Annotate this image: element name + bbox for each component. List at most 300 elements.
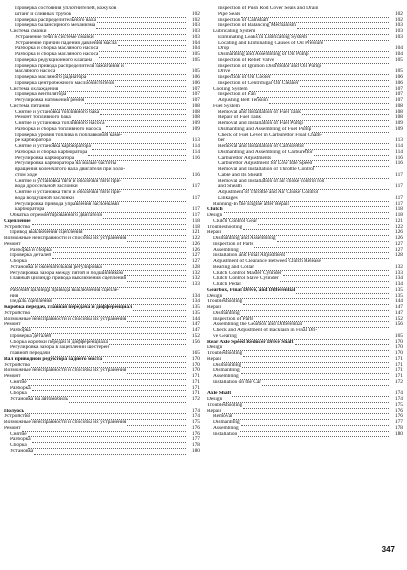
dot-leader xyxy=(52,254,186,259)
toc-entry-title: Полуось xyxy=(4,408,25,414)
toc-entry-page: 117 xyxy=(192,212,200,218)
dot-leader xyxy=(242,364,389,369)
dot-leader xyxy=(34,450,186,455)
toc-entry-title: Проверка деталей xyxy=(10,333,52,339)
dot-leader xyxy=(240,427,389,432)
toc-entry-title: Bearing and Collar xyxy=(213,264,255,270)
toc-entry-title: Inspection of Camshaft xyxy=(218,17,269,23)
dot-leader xyxy=(67,93,186,98)
toc-entry-page: 134 xyxy=(191,292,200,299)
toc-entry-title: масляного насоса xyxy=(15,69,56,75)
toc-entry-page: 172 xyxy=(394,378,403,385)
toc-entry-title: Rear Axle Speed Reducer Drive Shaft xyxy=(207,339,294,345)
toc-entry-title: Проверка балансирного механизма xyxy=(15,23,96,29)
toc-entry-page: 105 xyxy=(394,56,403,63)
toc-entry-page: 156 xyxy=(394,321,403,328)
toc-entry xyxy=(4,368,200,374)
toc-entry-title: Возможные неисправности и способы их устранения xyxy=(4,316,127,322)
toc-entry-page: 171 xyxy=(394,355,403,362)
toc-entry-page: 103 xyxy=(394,33,403,40)
toc-entry-title: Разборка и сборка карбюратора xyxy=(15,149,88,155)
toc-entry-page: 171 xyxy=(394,361,403,368)
toc-entry-page: 126 xyxy=(191,246,200,253)
toc-entry-page: 121 xyxy=(394,217,403,224)
toc-entry-title: Axle Shaft xyxy=(207,391,232,397)
toc-entry-title: Troubleshooting xyxy=(207,402,243,408)
dot-leader xyxy=(305,145,389,150)
toc-entry-title: Рабочий цилиндр привода выключения сцепле- xyxy=(10,287,119,293)
toc-entry-page: 156 xyxy=(191,338,200,345)
toc-entry-title: Dismounting xyxy=(213,362,242,368)
toc-entry-page: 132 xyxy=(191,269,200,276)
dot-leader xyxy=(241,312,389,317)
toc-entry-title: Сцепление xyxy=(4,218,31,224)
toc-entry-title: Inspection of Balancing Mechanism xyxy=(218,23,296,29)
toc-entry-page: 108 xyxy=(191,114,200,121)
toc-entry-page: 174 xyxy=(191,407,200,414)
toc-entry-title: Repair of Fuel Tank xyxy=(218,115,262,121)
toc-entry-page: 178 xyxy=(394,424,403,431)
dot-leader xyxy=(103,358,186,363)
toc-entry-title: Check of Fuel Level in Carburettor Float Cham- xyxy=(218,132,323,138)
toc-entry-page: 116 xyxy=(192,171,200,178)
toc-entry-title: Dismantling and Assembling of Oil Pump xyxy=(218,52,309,57)
toc-entry-title: Linkages xyxy=(218,195,238,201)
toc-entry-page: 118 xyxy=(395,212,403,218)
toc-entry-title: Проверка уровня топлива в поплавковой каме- xyxy=(15,132,123,138)
toc-entry-page: 117 xyxy=(395,194,403,201)
toc-entry-title: Assembling xyxy=(213,374,239,379)
toc-entry xyxy=(4,420,200,426)
toc-entry-page: 180 xyxy=(191,447,200,454)
toc-entry-page: 170 xyxy=(191,355,200,362)
toc-entry-title: карбюратора xyxy=(15,207,45,213)
dot-leader xyxy=(295,341,390,346)
toc-entry xyxy=(4,380,200,386)
toc-entry-page: 152 xyxy=(191,332,200,339)
dot-leader xyxy=(99,53,186,58)
toc-entry-title: Установка на автомобиль xyxy=(10,397,68,402)
toc-entry-title: Dismantling xyxy=(213,368,240,374)
dot-leader xyxy=(296,289,389,294)
toc-column-russian xyxy=(4,6,200,455)
toc-entry-title: Регулировка карбюратора на малые частоты xyxy=(15,161,117,167)
dot-leader xyxy=(53,249,186,254)
toc-entry-page: 107 xyxy=(191,91,200,98)
toc-entry-title: Drop xyxy=(218,46,230,52)
toc-entry-title: Dismantling and Assembling of Fuel Pump xyxy=(218,126,312,132)
toc-entry-title: ре карбюратора xyxy=(15,138,51,144)
toc-entry-page: 113 xyxy=(192,137,200,144)
toc-entry-title: Design xyxy=(207,213,223,218)
toc-entry-title: Adjusting Belt Tension xyxy=(218,98,268,103)
toc-entry-title: Check and Adjustment of Backlash in Final Dri- xyxy=(213,328,318,333)
toc-entry-title: Проверка деталей xyxy=(10,253,52,259)
toc-entry-page: 118 xyxy=(192,223,200,230)
dot-leader xyxy=(304,122,389,127)
toc-entry-title: Clutch Control Slave Cylinder xyxy=(213,276,279,282)
dot-leader xyxy=(32,329,186,334)
toc-entry-page: 180 xyxy=(394,430,403,437)
toc-entry-page: 102 xyxy=(394,16,403,23)
dot-leader xyxy=(257,93,389,98)
toc-entry-title: Снятие и установка топливного бака xyxy=(15,109,100,115)
toc-entry-title: Carburettor Adjustment for Low Idle Speed xyxy=(218,161,313,167)
toc-entry-page: 170 xyxy=(191,361,200,368)
dot-leader xyxy=(85,99,186,104)
toc-entry-page: 128 xyxy=(394,252,403,259)
dot-leader xyxy=(127,277,186,282)
toc-entry-page: 106 xyxy=(191,79,200,86)
toc-entry-page: 152 xyxy=(394,315,403,322)
toc-entry xyxy=(207,340,403,346)
toc-entry-page: 102 xyxy=(394,10,403,17)
dot-leader xyxy=(32,387,186,392)
toc-entry xyxy=(4,357,200,363)
toc-entry-title: Проверка распределительного вала xyxy=(15,17,96,23)
toc-entry xyxy=(207,391,403,397)
toc-entry-page: 144 xyxy=(191,315,200,322)
dot-leader xyxy=(127,237,186,242)
toc-entry-page: 132 xyxy=(394,263,403,270)
toc-entry-page: 108 xyxy=(394,108,403,115)
dot-leader xyxy=(32,220,186,225)
toc-entry-page: 127 xyxy=(191,258,200,264)
toc-entry-title: Снятие и установка тяги и оболочки тяги при- xyxy=(15,190,122,195)
toc-entry-title: Pipe Seals xyxy=(218,11,241,17)
toc-entry-page: 102 xyxy=(191,16,200,23)
toc-entry-title: Troubleshooting xyxy=(207,299,243,305)
toc-entry-page: 134 xyxy=(394,281,403,287)
toc-entry-page: 135 xyxy=(191,304,200,310)
toc-entry-title: стом ходе xyxy=(15,172,38,178)
toc-entry-title: Разборка xyxy=(10,328,31,333)
toc-entry-title: Возможные неисправности и способы их устранения xyxy=(4,420,127,425)
toc-entry-page: 177 xyxy=(394,419,403,425)
dot-leader xyxy=(238,433,389,438)
toc-entry-page: 117 xyxy=(395,183,403,190)
toc-entry-title: Inspection of Ignition Distributor and Oil Pump xyxy=(218,63,322,69)
dot-leader xyxy=(297,24,389,29)
toc-entry-page: 178 xyxy=(191,442,200,448)
toc-entry xyxy=(4,236,200,242)
toc-entry-page: 127 xyxy=(191,252,200,259)
toc-entry xyxy=(207,299,403,305)
toc-entry-page: 117 xyxy=(192,194,200,201)
toc-entry-title: Removal xyxy=(213,414,233,420)
toc-entry-title: Inspection of Relief Valve xyxy=(218,57,275,63)
dot-leader xyxy=(224,208,389,213)
toc-entry-page: 147 xyxy=(191,327,200,333)
toc-entry-page: 105 xyxy=(191,51,200,57)
toc-entry-title: Repair xyxy=(207,356,222,362)
dot-leader xyxy=(233,415,389,420)
toc-entry-page: 108 xyxy=(191,102,200,109)
toc-entry-title: Clutch Pedal xyxy=(213,282,241,287)
dot-leader xyxy=(96,24,186,29)
toc-entry-page: 107 xyxy=(394,91,403,98)
toc-entry-title: Проверка центробежного маслоочистителя xyxy=(15,80,114,86)
toc-entry-page: 106 xyxy=(394,79,403,86)
toc-entry xyxy=(4,219,200,225)
toc-entry-title: ния xyxy=(10,293,19,299)
dot-leader xyxy=(254,243,389,248)
toc-entry-page: 116 xyxy=(395,160,403,167)
toc-entry-title: Сборка xyxy=(10,443,27,448)
toc-entry-title: Cable and Its Sheath xyxy=(218,172,263,178)
toc-entry-title: Снятие и установка тяги и оболочки тяги при- xyxy=(15,178,122,184)
toc-entry-page: 107 xyxy=(191,85,200,92)
toc-entry-page: 176 xyxy=(191,430,200,437)
toc-entry-title: штанг и сливных трубок xyxy=(15,11,72,17)
toc-entry-title: Проверка редукционного клапана xyxy=(15,57,93,63)
toc-entry-page: 117 xyxy=(395,200,403,207)
dot-leader xyxy=(109,341,186,346)
toc-entry-page: 126 xyxy=(191,240,200,247)
toc-entry-title: Разборка xyxy=(10,437,31,443)
toc-entry-title: Обкатка отремонтированного двигателя xyxy=(10,213,102,218)
toc-entry-title: Dismantling and Assembling of Carburettor xyxy=(218,149,313,155)
toc-entry-page: 133 xyxy=(394,269,403,276)
toc-entry-title: Разборка и сборка масляного насоса xyxy=(15,52,99,57)
toc-entry-title: Регулировка натяжения ремня xyxy=(15,98,85,103)
toc-entry-title: Inspection of Fan xyxy=(218,92,256,98)
toc-entry-page: 105 xyxy=(191,68,200,75)
toc-entry xyxy=(4,305,200,311)
toc-entry-title: Inspection of Oil Cooler xyxy=(218,75,271,80)
toc-entry-page: 171 xyxy=(394,367,403,374)
toc-entry-page: 127 xyxy=(394,246,403,253)
toc-entry xyxy=(4,426,200,432)
toc-entry-title: Главный цилиндр привода выключения сцепления xyxy=(10,276,126,282)
toc-entry xyxy=(207,432,403,438)
toc-entry xyxy=(207,380,403,386)
dot-leader xyxy=(277,237,389,242)
toc-entry-title: Проверка привода распределителя зажигания и xyxy=(15,63,124,69)
toc-entry-page: 113 xyxy=(395,137,403,144)
dot-leader xyxy=(243,404,389,409)
toc-entry-title: Installation xyxy=(213,431,238,437)
dot-leader xyxy=(269,99,389,104)
toc-entry-page: 147 xyxy=(394,309,403,316)
toc-entry-page: 109 xyxy=(394,120,403,126)
toc-entry-page: 171 xyxy=(394,373,403,379)
toc-entry-title: Снятие и установка топливного насоса xyxy=(15,121,105,126)
dot-leader xyxy=(302,111,389,116)
toc-entry-page: 176 xyxy=(394,413,403,420)
toc-entry-page: 134 xyxy=(191,298,200,305)
toc-entry-page: 177 xyxy=(191,436,200,443)
dot-leader xyxy=(69,398,186,403)
toc-entry-page: 175 xyxy=(191,419,200,425)
dot-leader xyxy=(300,82,389,87)
toc-entry-page: 118 xyxy=(395,206,403,213)
toc-entry-page: 172 xyxy=(191,396,200,402)
toc-entry-page: 174 xyxy=(191,413,200,420)
toc-entry-page: 114 xyxy=(395,148,403,155)
toc-entry-page: 134 xyxy=(394,275,403,282)
toc-entry-title: Repair xyxy=(207,230,222,236)
toc-entry-title: Привод выключения сцепления xyxy=(10,230,83,236)
dot-leader xyxy=(106,122,186,127)
toc-entry-title: Сборка xyxy=(10,391,27,397)
dot-leader xyxy=(283,272,389,277)
toc-entry-title: Design xyxy=(207,345,223,351)
toc-entry xyxy=(4,374,200,380)
toc-entry-page: 114 xyxy=(192,143,200,149)
toc-entry xyxy=(207,409,403,415)
toc-entry-title: Ремонт xyxy=(4,322,21,328)
toc-entry-title: Design xyxy=(207,293,223,299)
dot-leader xyxy=(232,392,389,397)
toc-entry-title: Assembling the Gearbox and Differential xyxy=(213,322,303,328)
toc-entry xyxy=(207,202,403,208)
toc-entry-page: 109 xyxy=(191,120,200,126)
toc-entry xyxy=(4,449,200,455)
toc-entry-page: 170 xyxy=(191,367,200,374)
dot-leader xyxy=(223,398,389,403)
toc-entry-title: Removal and Installation of Carburettor xyxy=(218,144,305,149)
dot-leader xyxy=(310,53,389,58)
toc-entry-page: 116 xyxy=(395,154,403,161)
toc-entry-page: 107 xyxy=(191,97,200,103)
toc-entry-page: 118 xyxy=(192,217,200,224)
toc-entry xyxy=(4,397,200,403)
toc-entry-title: Locating and Eliminating Causes of Oil Pressure xyxy=(218,40,324,46)
toc-entry-title: Ремонт xyxy=(4,425,21,431)
toc-entry-title: Устранение причин падения давления масла xyxy=(15,40,117,46)
dot-leader xyxy=(133,306,186,311)
dot-leader xyxy=(222,358,389,363)
toc-entry-title: вращения коленчатого вала двигателя при холо- xyxy=(15,167,126,172)
toc-entry-page: 170 xyxy=(394,350,403,356)
toc-entry-page: 114 xyxy=(395,143,403,149)
toc-entry-title: Снятие xyxy=(10,379,27,385)
toc-entry-page: 176 xyxy=(191,424,200,431)
toc-entry-page: 147 xyxy=(394,304,403,310)
toc-entry-title: Design xyxy=(207,397,223,402)
toc-entry xyxy=(4,213,200,219)
dot-leader xyxy=(127,369,186,374)
toc-entry-title: Inspection of Parts xyxy=(213,241,254,247)
dot-leader xyxy=(124,272,186,277)
toc-entry-page: 122 xyxy=(191,235,200,241)
toc-entry-title: Dismantling xyxy=(213,420,240,425)
toc-entry-page: 104 xyxy=(191,39,200,46)
toc-entry-page: 103 xyxy=(191,22,200,29)
toc-entry-title: Снятие и установка карбюратора xyxy=(15,144,91,149)
toc-entry xyxy=(4,409,200,415)
toc-entry-title: Repair xyxy=(207,305,222,310)
dot-leader xyxy=(243,226,389,231)
toc-entry-page: 107 xyxy=(394,97,403,103)
dot-leader xyxy=(241,369,389,374)
toc-entry-title: Система охлаждения xyxy=(10,86,59,92)
toc-entry-page: 106 xyxy=(191,74,200,80)
toc-entry-page: 171 xyxy=(191,378,200,385)
toc-entry-title: Разборка и сборка xyxy=(10,247,52,253)
toc-entry-page: 103 xyxy=(191,33,200,40)
toc-entry-title: Troubleshooting xyxy=(207,224,243,230)
dot-leader xyxy=(28,381,186,386)
toc-entry-title: вода воздушной заслонки xyxy=(15,195,74,201)
toc-entry-title: Adjustment of Throttle and Air Choke Control xyxy=(218,190,319,195)
toc-entry-title: Устройство xyxy=(4,362,31,368)
toc-entry-title: Inspection of Centrifugal Oil Cleaner xyxy=(218,80,299,86)
dot-leader xyxy=(28,433,186,438)
toc-entry-page: 165 xyxy=(394,332,403,339)
toc-entry-page: 105 xyxy=(191,56,200,63)
toc-entry xyxy=(4,322,200,328)
toc-entry-title: Ремонт xyxy=(4,241,21,247)
toc-entry-page: 133 xyxy=(191,281,200,287)
toc-entry-title: Clutch xyxy=(207,207,223,213)
toc-entry-title: Inspection of Parts xyxy=(213,316,254,322)
toc-entry-page: 104 xyxy=(394,51,403,57)
toc-entry-title: главной передачи xyxy=(10,351,51,356)
toc-entry xyxy=(207,207,403,213)
toc-entry-page: 117 xyxy=(192,183,200,190)
dot-leader xyxy=(97,19,186,24)
toc-entry-page: 104 xyxy=(191,45,200,52)
toc-entry-title: Разборка и сборка топливного насоса xyxy=(15,126,102,132)
dot-leader xyxy=(243,352,389,357)
toc-entry-page: 135 xyxy=(394,286,403,293)
toc-entry xyxy=(4,253,200,259)
page-number: 347 xyxy=(381,545,395,554)
dot-leader xyxy=(290,203,389,208)
toc-entry-page: 107 xyxy=(394,85,403,92)
toc-entry-page: 106 xyxy=(394,74,403,80)
toc-entry-title: Устройство xyxy=(4,310,31,316)
toc-entry xyxy=(207,403,403,409)
toc-entry-page: 174 xyxy=(394,396,403,402)
toc-entry-title: Removal and Installation of Fuel Pump xyxy=(218,121,303,126)
toc-entry-page: 103 xyxy=(191,28,200,34)
dot-leader xyxy=(223,295,389,300)
dot-leader xyxy=(280,277,389,282)
dot-leader xyxy=(22,427,186,432)
toc-entry-title: Система смазки xyxy=(10,29,47,34)
toc-entry-page: 109 xyxy=(191,125,200,132)
toc-entry-title: Assembling xyxy=(213,425,239,431)
toc-entry-page: 175 xyxy=(394,401,403,408)
toc-entry-title: Dismantling and Assembling xyxy=(213,236,276,241)
toc-entry-title: Регулировка зазора в зацеплении шестерен xyxy=(10,345,109,351)
toc-entry-page: 128 xyxy=(191,263,200,270)
toc-entry-title: Проверка вентилятора xyxy=(15,92,67,98)
toc-entry-title: Разборка и сборка масляного насоса xyxy=(15,46,99,52)
toc-entry xyxy=(4,437,200,443)
dot-leader xyxy=(314,151,389,156)
toc-entry-title: Drive xyxy=(218,69,231,75)
toc-entry-page: 105 xyxy=(394,68,403,75)
toc-entry-title: вода дроссельной заслонки xyxy=(15,184,78,190)
dot-leader xyxy=(118,42,186,47)
toc-entry-page: 132 xyxy=(191,275,200,282)
toc-entry-title: and Sheath xyxy=(218,184,242,190)
toc-entry-page: 103 xyxy=(394,28,403,34)
dot-leader xyxy=(92,145,186,150)
toc-entry-title: Регулировка зазора между пятой и подшипником xyxy=(10,270,123,276)
toc-entry-title: Eliminating Leaks in Lubricating System xyxy=(218,34,307,40)
toc-entry-page: 102 xyxy=(191,10,200,17)
toc-entry-page: 171 xyxy=(191,390,200,397)
toc-entry-page: 144 xyxy=(394,298,403,305)
toc-column-english xyxy=(207,6,403,437)
toc-entry-title: Clutch Control Gear xyxy=(213,218,258,224)
toc-entry-title: Clutch Control Master Cylinder xyxy=(213,270,282,276)
